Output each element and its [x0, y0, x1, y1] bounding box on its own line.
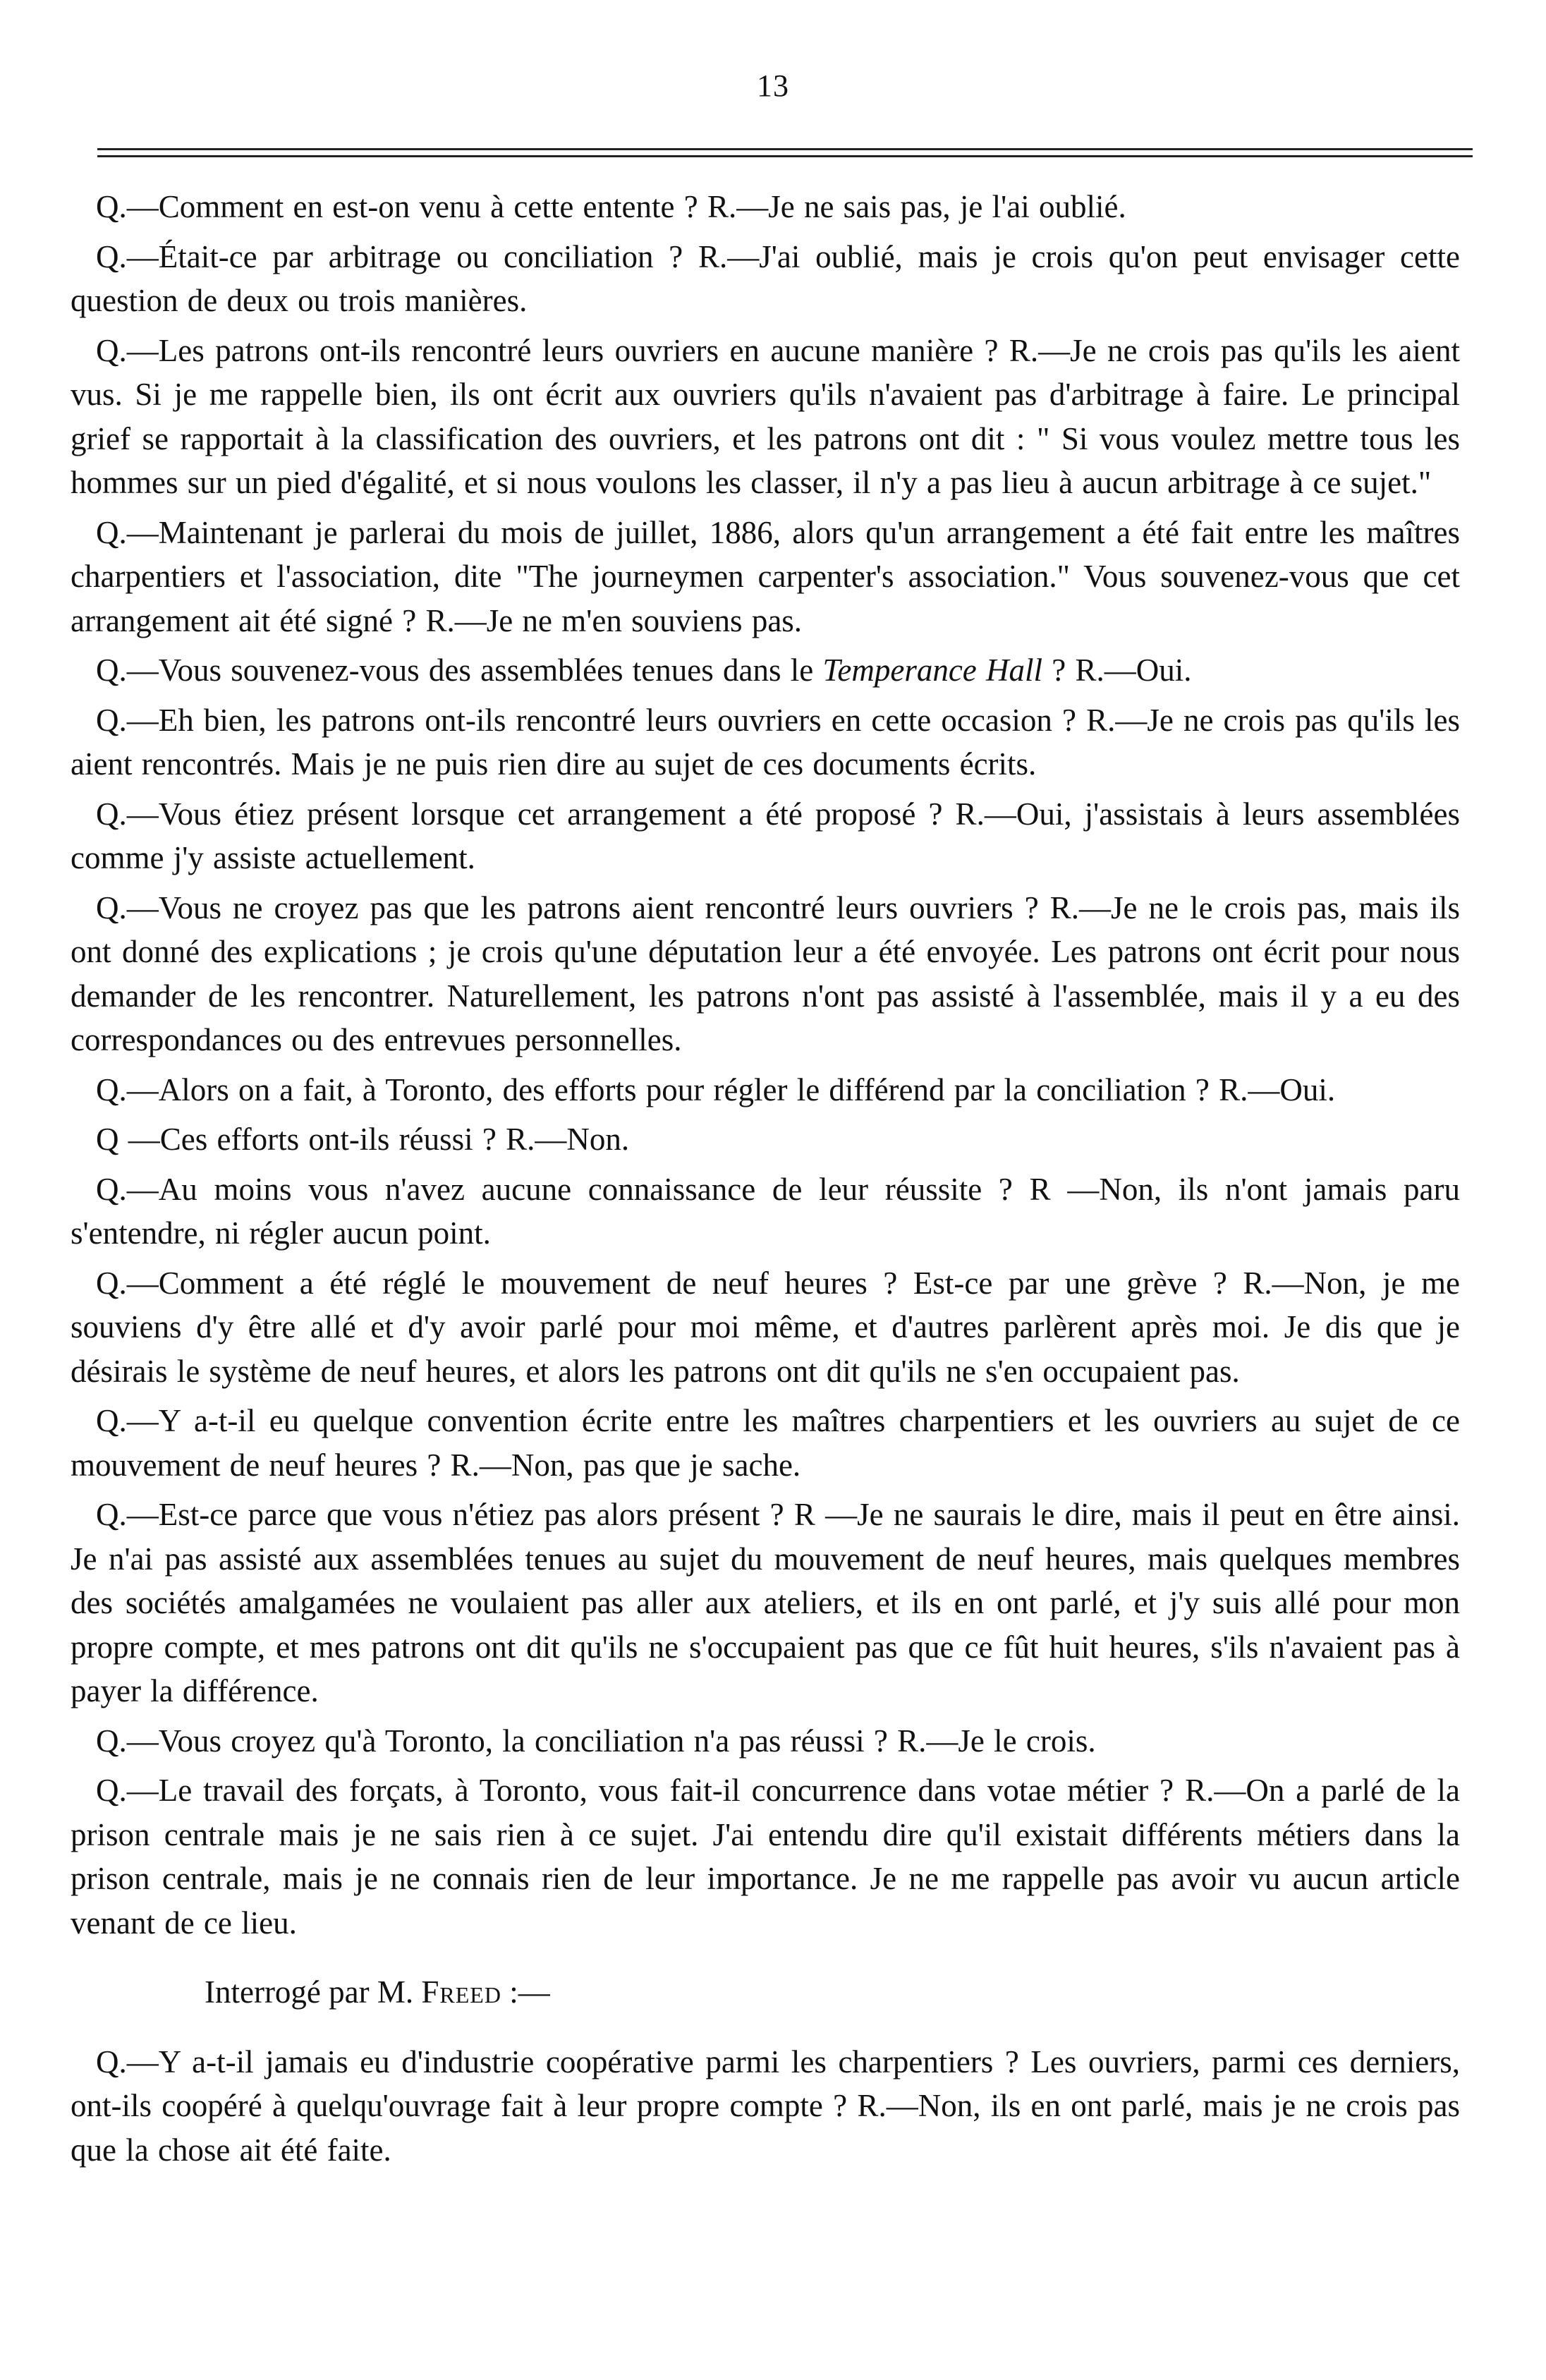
header-rule-bottom: [97, 155, 1473, 157]
examiner-heading: [71, 1970, 1460, 2015]
examiner-name: Freed: [421, 1974, 501, 2010]
paragraph-8: Q.—Vous ne croyez pas que les patrons aient rencontré leurs ouvriers ? R.—Je ne le crois pas, mais ils ont donné des explications ; je crois qu'une députation leur a été envoyée. Les patrons ont écrit pour nous demander de les rencontrer. Naturellement, les patrons n'ont pas assisté à l'assemblée, mais il y a eu des correspondances ou des entrevues personnelles.: [71, 890, 1460, 1057]
examiner-suffix: :—: [509, 1974, 550, 2010]
paragraph-10: Q —Ces efforts ont-ils réussi ? R.—Non.: [96, 1122, 630, 1157]
paragraph-6: Q.—Eh bien, les patrons ont-ils rencontré leurs ouvriers en cette occasion ? R.—Je ne crois pas qu'ils les aient rencontrés. Mais je ne puis rien dire au sujet de ces documents écrits.: [71, 702, 1460, 782]
paragraph-7: Q.—Vous étiez présent lorsque cet arrangement a été proposé ? R.—Oui, j'assistais à leurs assemblées comme j'y assiste actuellement.: [71, 796, 1460, 875]
temperance-hall-name: Temperance Hall: [822, 652, 1043, 688]
paragraph-3: Q.—Les patrons ont-ils rencontré leurs ouvriers en aucune manière ? R.—Je ne crois pas qu'ils les aient vus. Si je me rappelle bien, ils ont écrit aux ouvriers qu'ils n'avaient pas d'arbitrage à faire. Le principal grief se rapportait à la classification des ouvriers, et les patrons ont dit : " Si vous voulez mettre tous les hommes sur un pied d'égalité, et si nous voulons les classer, il n'y a pas lieu à aucun arbitrage à ce sujet.": [71, 332, 1460, 500]
paragraph-16: Q.—Le travail des forçats, à Toronto, vous fait-il concurrence dans votae métier ? R.—On a parlé de la prison centrale mais je ne sais rien à ce sujet. J'ai entendu dire qu'il existait différents métiers dans la prison centrale, mais je ne connais rien de leur importance. Je ne me rappelle pas avoir vu aucun article venant de ce lieu.: [71, 1773, 1460, 1941]
paragraph-4: Q.—Maintenant je parlerai du mois de juillet, 1886, alors qu'un arrangement a été fait entre les maîtres charpentiers et l'association, dite "The journeymen carpenter's association." Vous souvenez-vous que cet arrangement ait été signé ? R.—Je ne m'en souviens pas.: [71, 514, 1460, 638]
paragraph-11: Q.—Au moins vous n'avez aucune connaissance de leur réussite ? R —Non, ils n'ont jamais paru s'entendre, ni régler aucun point.: [71, 1171, 1460, 1251]
temperance-answer-text: ? R.—Oui.: [1052, 652, 1192, 688]
paragraph-9: Q.—Alors on a fait, à Toronto, des efforts pour régler le différend par la conciliation ? R.—Oui.: [96, 1071, 1336, 1107]
paragraph-13: Q.—Y a-t-il eu quelque convention écrite entre les maîtres charpentiers et les ouvriers au sujet de ce mouvement de neuf heures ? R.—Non, pas que je sache.: [71, 1403, 1460, 1483]
examiner-prefix: Interrogé par M.: [205, 1974, 414, 2010]
paragraph-2: Q.—Était-ce par arbitrage ou conciliation ? R.—J'ai oublié, mais je crois qu'on peut envisager cette question de deux ou trois manières.: [71, 238, 1460, 318]
paragraph-17: Q.—Y a-t-il jamais eu d'industrie coopérative parmi les charpentiers ? Les ouvriers, parmi ces derniers, ont-ils coopéré à quelqu'ouvrage fait à leur propre compte ? R.—Non, ils en ont parlé, mais je ne crois pas que la chose ait été faite.: [71, 2044, 1460, 2168]
paragraph-1: Q.—Comment en est-on venu à cette entente ? R.—Je ne sais pas, je l'ai oublié.: [96, 189, 1126, 224]
temperance-question-text: Q.—Vous souvenez-vous des assemblées tenues dans le: [96, 652, 814, 688]
header-rule-top: [97, 148, 1473, 150]
paragraph-temperance-hall: [71, 648, 1460, 693]
document-body: [71, 185, 1460, 2178]
paragraph-14: Q.—Est-ce parce que vous n'étiez pas alors présent ? R —Je ne saurais le dire, mais il peut en être ainsi. Je n'ai pas assisté aux assemblées tenues au sujet du mouvement de neuf heures, mais quelques membres des sociétés amalgamées ne voulaient pas aller aux ateliers, et ils en ont parlé, et j'y suis allé pour mon propre compte, et mes patrons ont dit qu'ils ne s'occupaient pas que ce fût huit heures, s'ils n'avaient pas à payer la différence.: [71, 1497, 1460, 1708]
page-number: 13: [757, 68, 789, 103]
paragraph-15: Q.—Vous croyez qu'à Toronto, la conciliation n'a pas réussi ? R.—Je le crois.: [96, 1723, 1096, 1759]
paragraph-12: Q.—Comment a été réglé le mouvement de neuf heures ? Est-ce par une grève ? R.—Non, je me souviens d'y être allé et d'y avoir parlé pour moi même, et d'autres parlèrent après moi. Je dis que je désirais le système de neuf heures, et alors les patrons ont dit qu'ils ne s'en occupaient pas.: [71, 1265, 1460, 1389]
